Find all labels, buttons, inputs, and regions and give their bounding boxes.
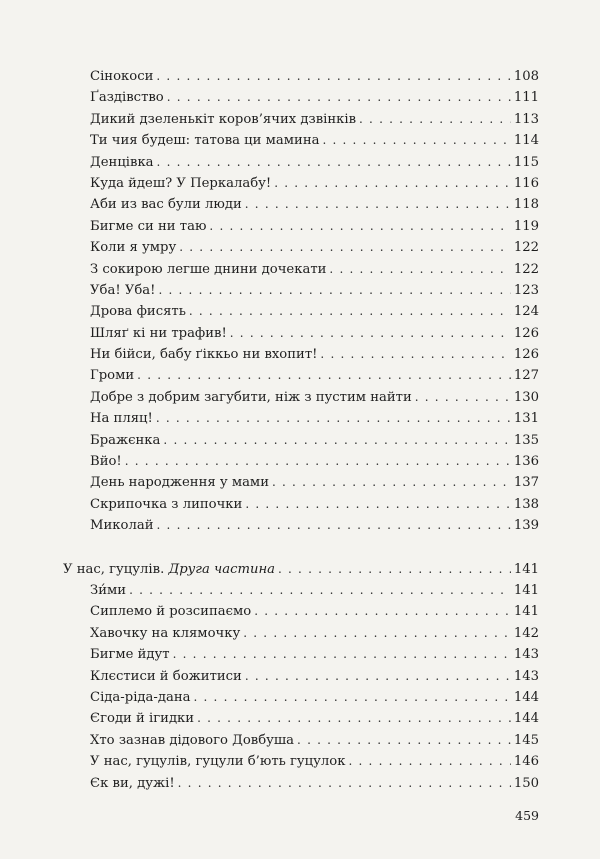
toc-entry [0, 259, 600, 280]
leader-dots [348, 751, 510, 772]
toc-entry-page: 139 [513, 518, 539, 534]
toc-entry [0, 687, 600, 708]
toc-entry-title: Сінокоси [90, 69, 154, 84]
toc-entry-title: Шляґ кі ни трафив! [90, 325, 227, 341]
leader-dots [167, 87, 511, 108]
toc-part-heading [0, 559, 600, 580]
toc-entry-page: 115 [513, 154, 539, 170]
toc-entry-title: Бражєнка [90, 432, 161, 448]
toc-entry-title: З сокирою легше днини дочекати [90, 261, 327, 277]
toc-entry-title: У нас, гуцулів, гуцули б’ють гуцулок [90, 754, 346, 770]
leader-dots [274, 173, 511, 194]
toc-entry-title: Хавочку на клямочку [90, 625, 241, 641]
toc-entry-title: Ґаздівство [90, 90, 164, 106]
toc-entry-title: Клєстиси й божитиси [90, 668, 242, 684]
toc-entry [0, 66, 600, 87]
leader-dots [157, 515, 511, 536]
toc-entry [0, 280, 600, 301]
leader-dots [178, 773, 511, 794]
leader-dots [297, 730, 511, 751]
toc-entry-page: 136 [513, 454, 539, 470]
toc-entry-title: Коли я умру [90, 240, 177, 256]
leader-dots [189, 301, 511, 322]
leader-dots [359, 109, 511, 130]
toc-entry-page: 114 [513, 133, 539, 149]
toc-entry [0, 216, 600, 237]
toc-entry-page: 145 [513, 732, 539, 748]
toc-entry [0, 344, 600, 365]
toc-entry-page: 144 [513, 711, 539, 727]
toc-entry-title: Куда йдеш? У Перкалабу! [90, 175, 272, 191]
toc-entry-page: 138 [513, 496, 539, 512]
toc-entry [0, 515, 600, 536]
toc-entry [0, 301, 600, 322]
toc-entry [0, 494, 600, 515]
toc-entry-title: Бигме йдут [90, 647, 170, 663]
toc-entry-title: Вйо! [90, 454, 122, 470]
toc-entry-title: Сиплемо й розсипаємо [90, 604, 252, 620]
toc-entry-title: Денцівка [90, 154, 154, 170]
leader-dots [137, 365, 511, 386]
toc-entry-title: Ни бійси, бабу ґіккьо ни вхопит! [90, 347, 318, 363]
toc-entry-page: 127 [513, 368, 539, 384]
toc-entry [0, 751, 600, 772]
leader-dots [272, 472, 511, 493]
toc-entry [0, 173, 600, 194]
toc-entry-page: 111 [513, 90, 539, 106]
toc-entry-page: 146 [513, 754, 539, 770]
leader-dots [129, 580, 511, 601]
leader-dots [125, 451, 511, 472]
toc-entry [0, 623, 600, 644]
toc-entry [0, 408, 600, 429]
toc-entry-title: Аби из вас були люди [90, 197, 242, 213]
toc-entry [0, 387, 600, 408]
toc-entry-title: Уба! Уба! [90, 282, 156, 298]
toc-entry-title: Бигме си ни таю [90, 218, 207, 234]
leader-dots [230, 323, 511, 344]
toc-entry-title: Дикий дзеленькіт коров’ячих дзвінків [90, 111, 357, 127]
toc-entry-title: На пляц! [90, 411, 153, 427]
toc-entry-title: Єгоди й ігидки [90, 711, 195, 727]
leader-dots [193, 687, 510, 708]
leader-dots [179, 237, 511, 258]
toc-entry-page: 150 [513, 775, 539, 791]
leader-dots [254, 601, 511, 622]
leader-dots [209, 216, 510, 237]
toc-entry-title: День народження у мами [90, 475, 269, 491]
toc-entry [0, 109, 600, 130]
part-heading-text: У нас, гуцулів. [63, 561, 169, 577]
toc-entry-page: 123 [513, 282, 539, 298]
toc-entry-page: 130 [513, 389, 539, 405]
toc-entry-title: Громи [90, 368, 135, 384]
toc-entry-page: 119 [513, 218, 539, 234]
leader-dots [245, 194, 511, 215]
toc-entry-page: 141 [513, 582, 539, 598]
toc-entry-page: 126 [513, 325, 539, 341]
leader-dots [245, 494, 510, 515]
toc-entry [0, 580, 600, 601]
toc-entry [0, 87, 600, 108]
toc-entry [0, 323, 600, 344]
leader-dots [243, 623, 511, 644]
leader-dots [157, 152, 511, 173]
leader-dots [156, 408, 511, 429]
toc-entry-title: Єк ви, дужі! [90, 775, 175, 791]
toc-entry-page: 143 [513, 668, 539, 684]
leader-dots [329, 259, 510, 280]
toc-entry-title: Зи́ми [90, 582, 127, 598]
toc-entry-title: Хто зазнав дідового Довбуша [90, 732, 295, 748]
toc-entry-page: 141 [513, 604, 539, 620]
leader-dots [158, 280, 510, 301]
part-heading-italic: Друга частина [168, 561, 275, 577]
toc-entry-title: Скрипочка з липочки [90, 496, 243, 512]
toc-entry [0, 601, 600, 622]
toc-entry-page: 142 [513, 625, 539, 641]
toc-entry [0, 644, 600, 665]
leader-dots [173, 644, 511, 665]
leader-dots [320, 344, 510, 365]
toc-entry-page: 137 [513, 475, 539, 491]
toc-entry-page: 141 [513, 561, 539, 577]
toc-entry [0, 708, 600, 729]
toc-entry-page: 118 [513, 197, 539, 213]
toc-entry-title: Добре з добрим загубити, ніж з пустим найти [90, 389, 412, 405]
toc-entry-page: 126 [513, 347, 539, 363]
toc-entry [0, 451, 600, 472]
page-number: 459 [515, 808, 539, 823]
toc-entry [0, 472, 600, 493]
toc-entry [0, 730, 600, 751]
toc-entry-page: 131 [513, 411, 539, 427]
toc-entry [0, 365, 600, 386]
leader-dots [322, 130, 510, 151]
leader-dots [163, 430, 510, 451]
leader-dots [415, 387, 511, 408]
leader-dots [156, 66, 510, 87]
toc-entry [0, 773, 600, 794]
part-heading-title [63, 559, 275, 580]
toc-entry-page: 113 [513, 111, 539, 127]
leader-dots [278, 559, 511, 580]
toc-entry-page: 116 [513, 175, 539, 191]
leader-dots [197, 708, 511, 729]
leader-dots [245, 666, 511, 687]
toc-entry-page: 122 [513, 261, 539, 277]
toc-entry-title: Сіда-ріда-дана [90, 689, 191, 705]
toc-entry-title: Дрова фисять [90, 304, 186, 320]
toc-entry [0, 237, 600, 258]
toc-entry-title: Ти чия будеш: татова ци мамина [90, 133, 320, 149]
toc-entry-page: 124 [513, 304, 539, 320]
toc-entry-page: 144 [513, 689, 539, 705]
toc-entry [0, 152, 600, 173]
toc-entry-page: 143 [513, 647, 539, 663]
toc-entry-page: 108 [513, 69, 539, 84]
toc-entry [0, 666, 600, 687]
toc-entry [0, 194, 600, 215]
table-of-contents [0, 66, 600, 794]
toc-entry-title: Миколай [90, 518, 154, 534]
toc-entry [0, 130, 600, 151]
toc-entry-page: 135 [513, 432, 539, 448]
toc-entry [0, 430, 600, 451]
toc-entry-page: 122 [513, 240, 539, 256]
